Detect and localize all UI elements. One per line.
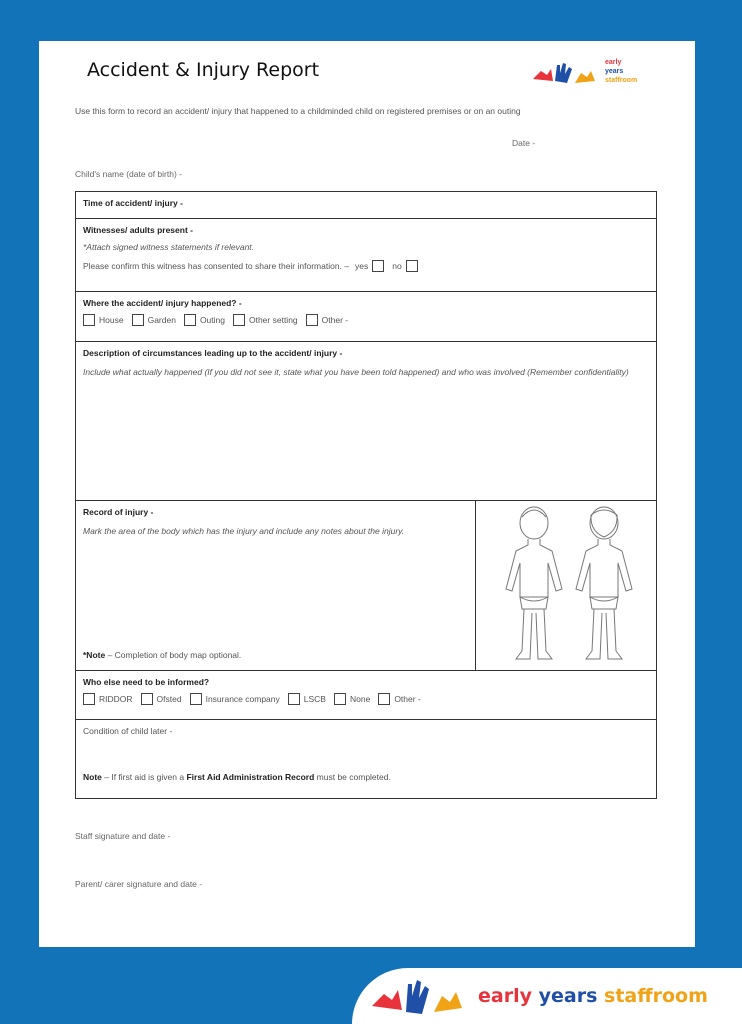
informed-ofsted-label: Ofsted: [156, 694, 182, 704]
first-aid-note-post: must be completed.: [314, 772, 391, 782]
where-house-label: House: [99, 315, 124, 325]
informed-option-insurance: [190, 693, 280, 705]
informed-row: [76, 671, 656, 720]
where-other-setting-checkbox[interactable]: [233, 314, 245, 326]
consent-yes-label: yes: [355, 261, 369, 271]
consent-text: Please confirm this witness has consented to share their information. –: [83, 261, 349, 271]
page-title: Accident & Injury Report: [87, 59, 320, 81]
consent-yes: [355, 260, 384, 272]
staff-signature-label[interactable]: Staff signature and date -: [75, 831, 171, 841]
footer-hands-icon: [366, 974, 476, 1024]
description-row[interactable]: [76, 342, 656, 501]
informed-option-none: [334, 693, 370, 705]
first-aid-record-name: First Aid Administration Record: [186, 772, 315, 782]
condition-row[interactable]: [76, 720, 656, 798]
where-other-checkbox[interactable]: [306, 314, 318, 326]
where-option-garden: [132, 314, 176, 326]
first-aid-note: [83, 772, 649, 782]
footer-word-years: years: [538, 985, 598, 1007]
where-option-other: [306, 314, 348, 326]
where-options: [83, 314, 649, 326]
time-row[interactable]: [76, 192, 656, 219]
informed-insurance-label: Insurance company: [205, 694, 280, 704]
informed-other-checkbox[interactable]: [378, 693, 390, 705]
description-label: Description of circumstances leading up to the accident/ injury -: [83, 348, 343, 358]
record-label: Record of injury -: [83, 507, 154, 517]
informed-option-riddor: [83, 693, 133, 705]
informed-lscb-checkbox[interactable]: [288, 693, 300, 705]
record-notes[interactable]: [76, 501, 476, 670]
where-other-label: Other -: [321, 315, 349, 325]
where-option-other-setting: [233, 314, 298, 326]
date-field-label[interactable]: Date -: [512, 138, 536, 148]
footer-word-staffroom: staffroom: [604, 985, 708, 1007]
informed-lscb-label: LSCB: [303, 694, 326, 704]
record-footnote: [83, 650, 241, 660]
logo-word-staffroom: staffroom: [605, 77, 638, 84]
informed-options: [83, 693, 649, 705]
witnesses-label: Witnesses/ adults present -: [83, 225, 193, 235]
footer-brand: [478, 985, 708, 1007]
first-aid-note-pre: – If first aid is given a: [101, 772, 187, 782]
where-outing-label: Outing: [199, 315, 225, 325]
condition-label: Condition of child later -: [83, 726, 173, 736]
informed-none-checkbox[interactable]: [334, 693, 346, 705]
consent-no: [392, 260, 417, 272]
record-note: Mark the area of the body which has the injury and include any notes about the injury.: [83, 526, 405, 536]
where-house-checkbox[interactable]: [83, 314, 95, 326]
informed-other-label: Other -: [394, 694, 421, 704]
informed-none-label: None: [349, 694, 371, 704]
logo-word-years: years: [605, 68, 624, 75]
logo-word-early: early: [605, 59, 622, 66]
consent-no-label: no: [392, 261, 402, 271]
informed-label: Who else need to be informed?: [83, 677, 210, 687]
hands-icon: [529, 59, 601, 91]
where-option-outing: [184, 314, 225, 326]
report-form: [75, 191, 657, 799]
header-logo: [529, 55, 649, 95]
where-garden-label: Garden: [147, 315, 176, 325]
where-label: Where the accident/ injury happened? -: [83, 298, 242, 308]
child-name-field-label[interactable]: Child's name (date of birth) -: [75, 169, 182, 179]
footer-word-early: early: [478, 985, 532, 1007]
consent-yes-checkbox[interactable]: [372, 260, 384, 272]
informed-riddor-checkbox[interactable]: [83, 693, 95, 705]
report-page: [39, 41, 695, 947]
where-outing-checkbox[interactable]: [184, 314, 196, 326]
informed-option-ofsted: [141, 693, 182, 705]
body-map[interactable]: [476, 501, 656, 670]
where-option-house: [83, 314, 124, 326]
intro-text: Use this form to record an accident/ injury that happened to a childminded child on registered premises or on an outing: [75, 106, 521, 116]
informed-insurance-checkbox[interactable]: [190, 693, 202, 705]
description-note: Include what actually happened (If you did not see it, state what you have been told happened) and who was involved (Remember confidentiality): [83, 367, 629, 377]
record-row: [76, 501, 656, 671]
first-aid-note-bold: Note: [83, 772, 102, 782]
consent-no-checkbox[interactable]: [406, 260, 418, 272]
witnesses-note: *Attach signed witness statements if relevant.: [83, 242, 255, 252]
time-label: Time of accident/ injury -: [83, 198, 183, 208]
where-garden-checkbox[interactable]: [132, 314, 144, 326]
where-row: [76, 292, 656, 342]
witnesses-row: [76, 219, 656, 292]
informed-ofsted-checkbox[interactable]: [141, 693, 153, 705]
informed-riddor-label: RIDDOR: [99, 694, 133, 704]
body-map-figures: [476, 501, 656, 670]
consent-row: [83, 260, 649, 272]
record-footnote-bold: *Note: [83, 650, 106, 660]
parent-signature-label[interactable]: Parent/ carer signature and date -: [75, 879, 203, 889]
record-footnote-text: – Completion of body map optional.: [105, 650, 242, 660]
informed-option-other: [378, 693, 420, 705]
informed-option-lscb: [288, 693, 326, 705]
where-other-setting-label: Other setting: [248, 315, 298, 325]
